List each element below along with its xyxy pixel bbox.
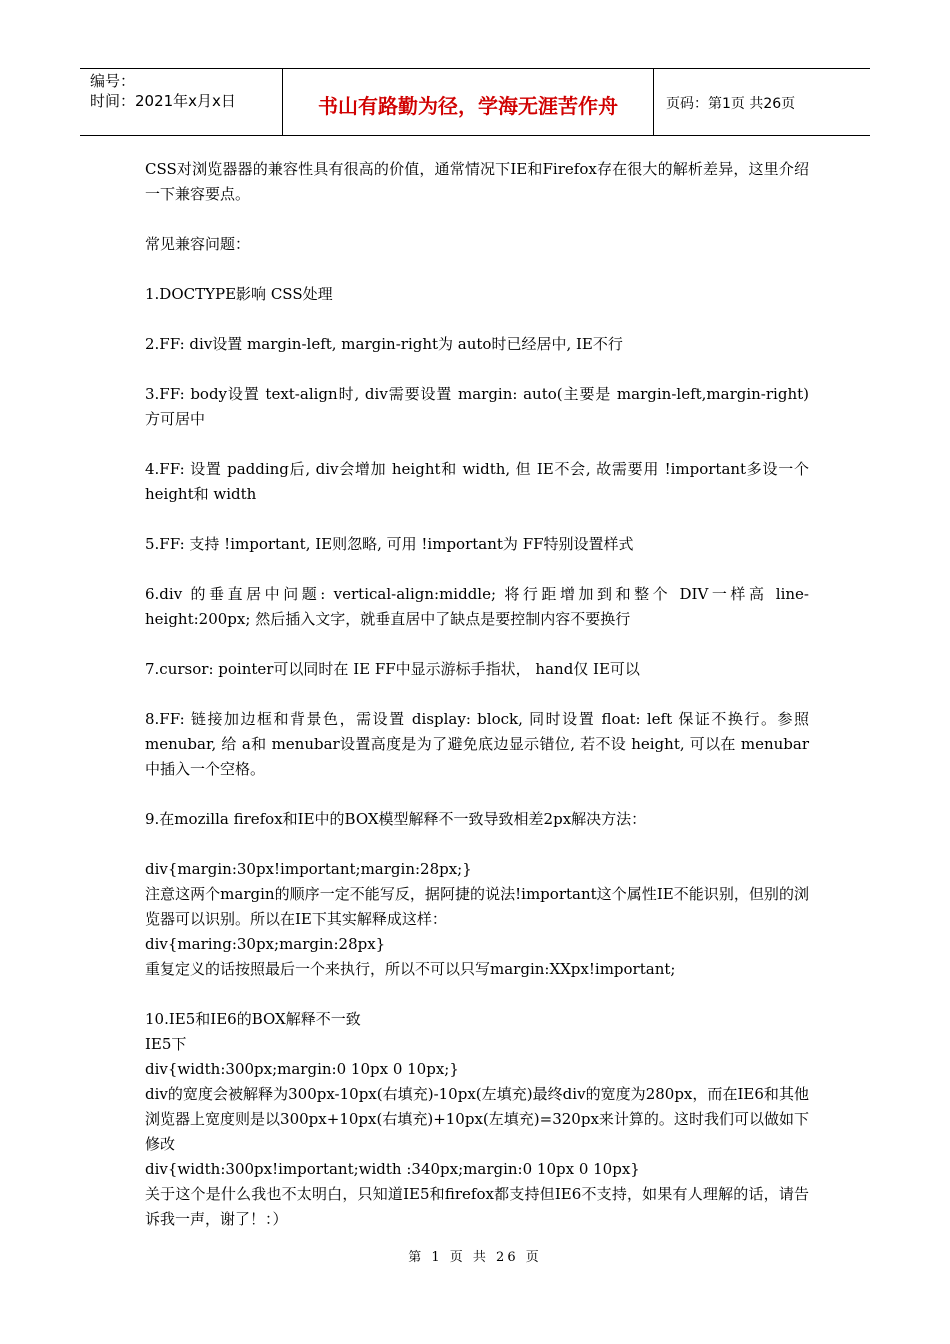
text-line: 重复定义的话按照最后一个来执行，所以不可以只写margin:XXpx!important;: [145, 960, 676, 978]
list-item: 9.在mozilla firefox和IE中的BOX模型解释不一致导致相差2px解决方法：: [145, 810, 647, 828]
item-9-details: [145, 857, 809, 982]
document-body: [145, 157, 809, 1257]
list-item: 1.DOCTYPE影响 CSS处理: [145, 285, 333, 303]
list-item: 10.IE5和IE6的BOX解释不一致: [145, 1010, 361, 1028]
list-item: 6.div 的垂直居中问题: vertical-align:middle; 将行距增加到和整个 DIV一样高 line-height:200px; 然后插入文字，就垂直居中了缺点是要控制内容不要换行: [145, 585, 809, 628]
header-page-info: 页码：第1页 共26页: [666, 96, 796, 112]
text-line: 关于这个是什么我也不太明白，只知道IE5和firefox都支持但IE6不支持，如果有人理解的话，请告诉我一声，谢了！：）: [145, 1185, 809, 1228]
list-item: 7.cursor: pointer可以同时在 IE FF中显示游标手指状， hand仅 IE可以: [145, 660, 640, 678]
list-item: 4.FF: 设置 padding后, div会增加 height和 width, 但 IE不会, 故需要用 !important多设一个 height和 width: [145, 460, 809, 503]
item-10-details: [145, 1007, 809, 1232]
text-line: IE5下: [145, 1035, 187, 1053]
section-heading: 常见兼容问题：: [145, 235, 251, 253]
list-item: 2.FF: div设置 margin-left, margin-right为 auto时已经居中, IE不行: [145, 335, 623, 353]
header-motto: 书山有路勤为径，学海无涯苦作舟: [283, 69, 654, 135]
page-footer: 第 1 页 共 26 页: [408, 1250, 542, 1265]
text-line: div的宽度会被解释为300px-10px(右填充)-10px(左填充)最终div的宽度为280px，而在IE6和其他浏览器上宽度则是以300px+10px(右填充)+10px(左填充)=320px来计算的。这时我们可以做如下修改: [145, 1085, 809, 1153]
date-label: 时间：2021年x月x日: [90, 92, 236, 110]
text-line: 注意这两个margin的顺序一定不能写反，据阿捷的说法!important这个属性IE不能识别，但别的浏览器可以识别。所以在IE下其实解释成这样：: [145, 885, 809, 928]
header-meta: [80, 69, 283, 135]
number-label: 编号：: [90, 72, 136, 90]
list-item: 8.FF: 链接加边框和背景色，需设置 display: block, 同时设置 float: left 保证不换行。参照 menubar, 给 a和 menubar设置高度是为了避免底边显示错位, 若不设 height, 可以在 menubar中插入一个空格。: [145, 710, 809, 778]
code-line: div{maring:30px;margin:28px}: [145, 935, 386, 953]
page-header: [80, 68, 870, 136]
code-line: div{width:300px;margin:0 10px 0 10px;}: [145, 1060, 459, 1078]
code-line: div{margin:30px!important;margin:28px;}: [145, 860, 472, 878]
list-item: 3.FF: body设置 text-align时, div需要设置 margin: auto(主要是 margin-left,margin-right) 方可居中: [145, 385, 809, 428]
code-line: div{width:300px!important;width :340px;margin:0 10px 0 10px}: [145, 1160, 640, 1178]
intro-paragraph: CSS对浏览器器的兼容性具有很高的价值，通常情况下IE和Firefox存在很大的解析差异，这里介绍一下兼容要点。: [145, 160, 809, 203]
list-item: 5.FF: 支持 !important, IE则忽略, 可用 !important为 FF特别设置样式: [145, 535, 634, 553]
